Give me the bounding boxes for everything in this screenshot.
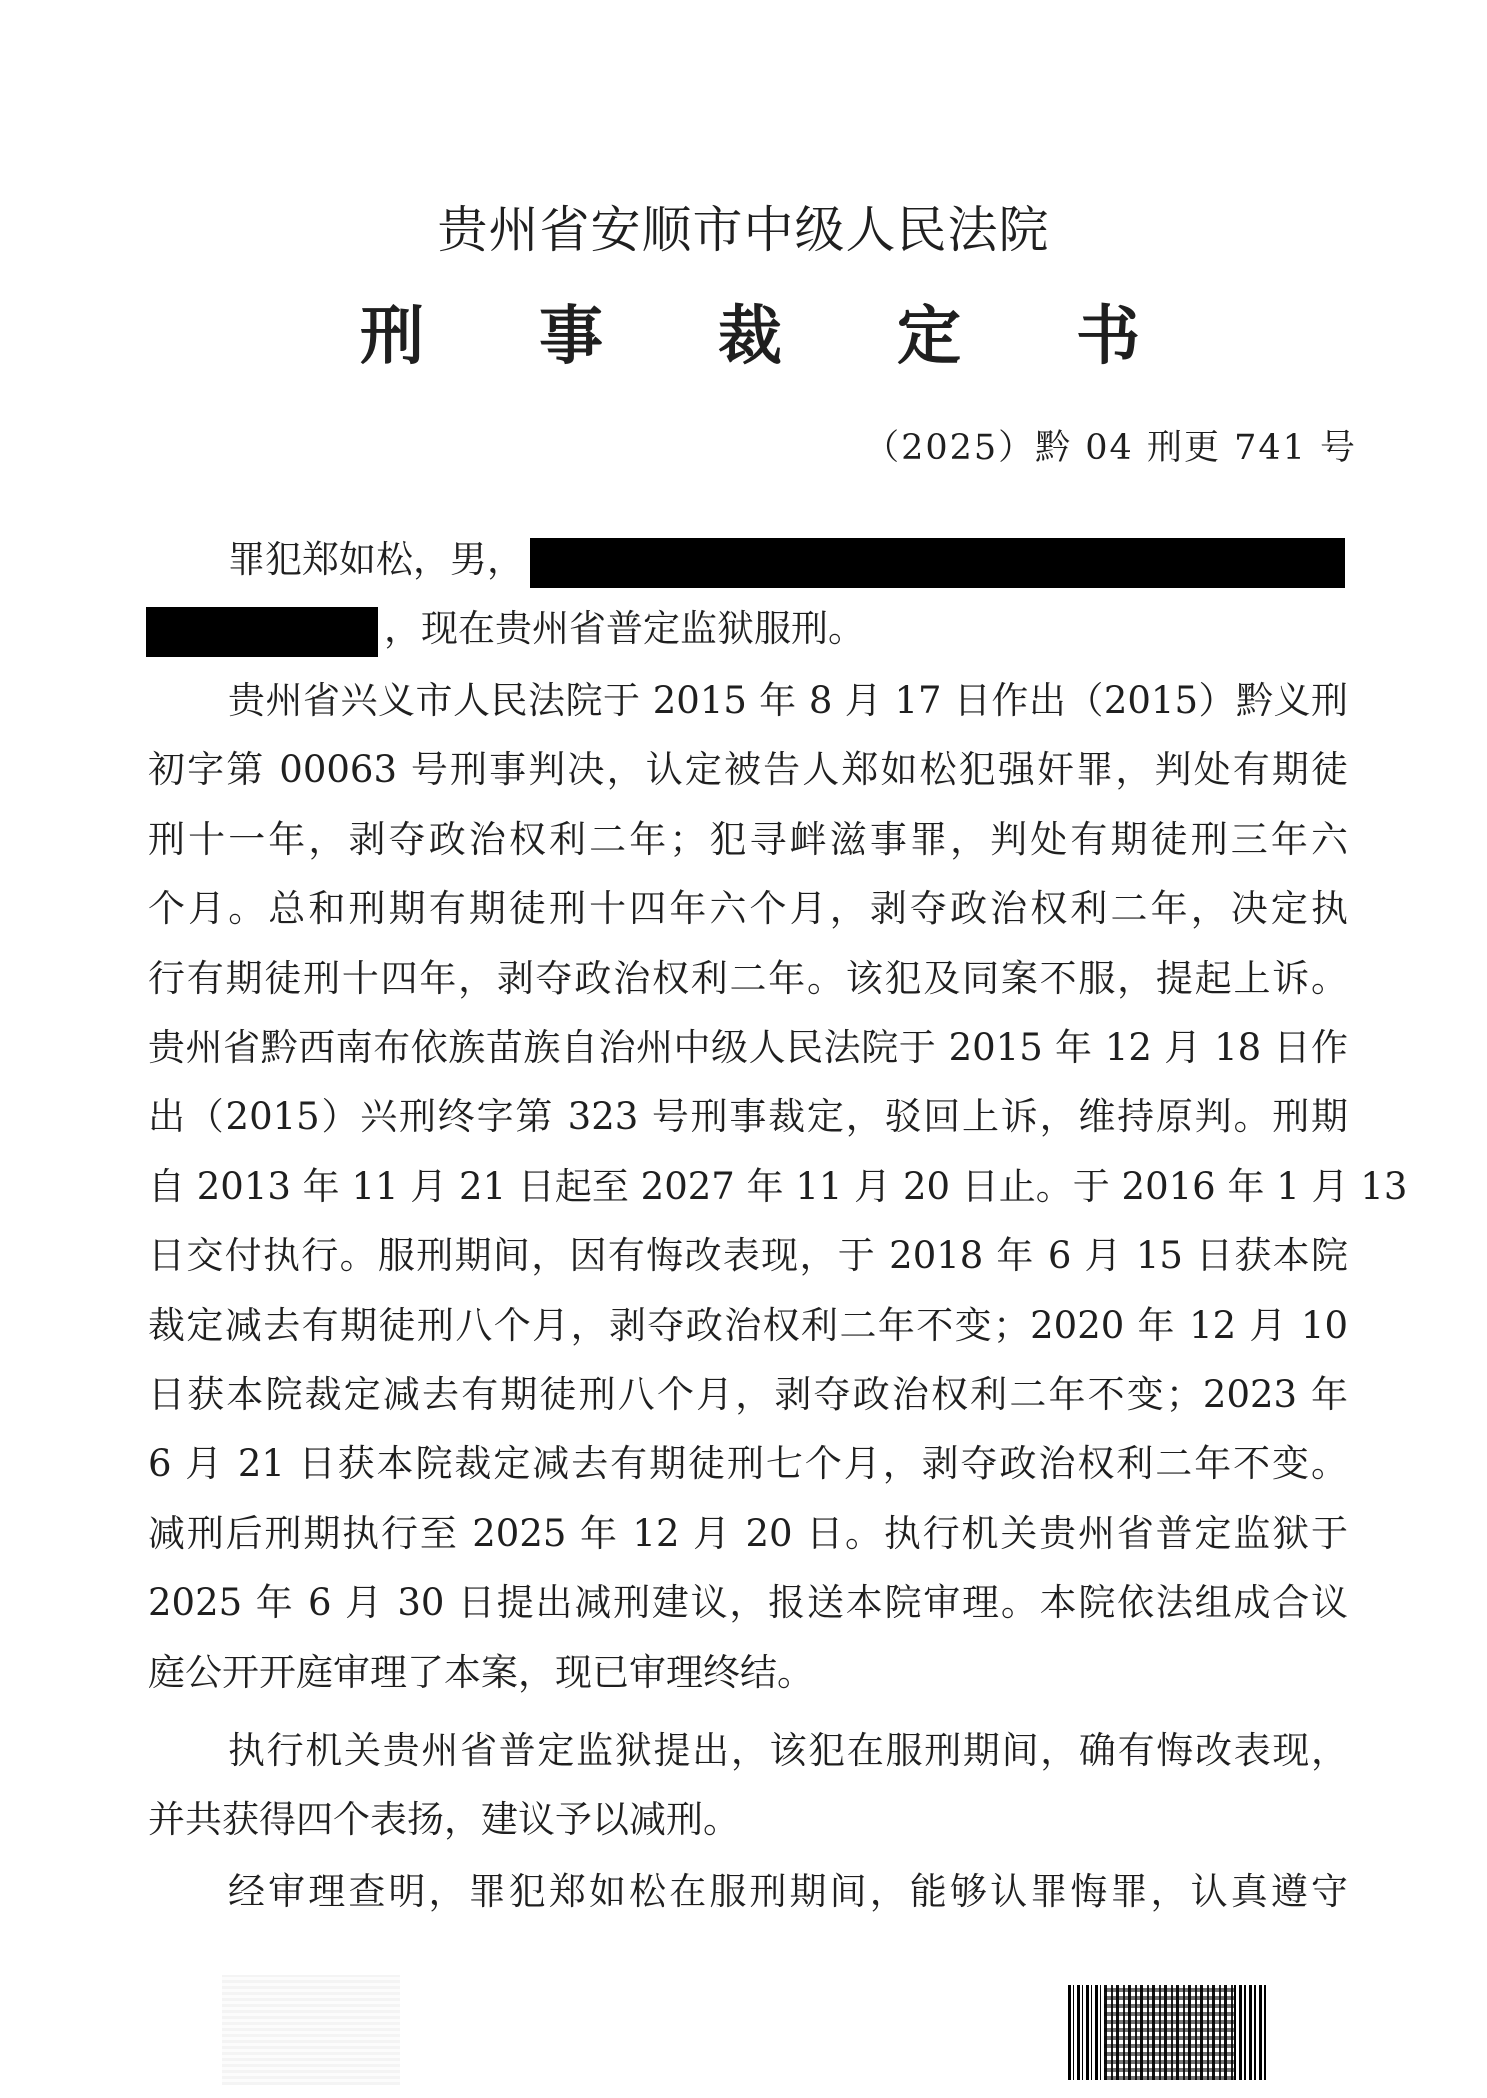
findings-paragraph	[148, 1857, 1348, 1926]
paragraph-line: 刑十一年，剥夺政治权利二年；犯寻衅滋事罪，判处有期徒刑三年六	[148, 817, 1348, 861]
paragraph-line: 裁定减去有期徒刑八个月，剥夺政治权利二年不变；2020 年 12 月 10	[148, 1303, 1348, 1347]
redaction-block	[530, 538, 1345, 588]
recommendation-paragraph	[148, 1716, 1348, 1855]
paragraph-line: 2025 年 6 月 30 日提出减刑建议，报送本院审理。本院依法组成合议	[148, 1581, 1348, 1625]
document-title	[360, 285, 1140, 377]
paragraph-line: 个月。总和刑期有期徒刑十四年六个月，剥夺政治权利二年，决定执	[148, 887, 1348, 931]
court-name: 贵州省安顺市中级人民法院	[437, 201, 1050, 259]
title-char: 刑	[360, 299, 424, 374]
paragraph-line: 自 2013 年 11 月 21 日起至 2027 年 11 月 20 日止。于 2016 年 1 月 13	[148, 1164, 1408, 1208]
title-char: 书	[1076, 299, 1140, 374]
paragraph-line: 庭公开开庭审理了本案，现已审理终结。	[148, 1650, 814, 1694]
defendant-intro: 罪犯郑如松，男，	[228, 538, 524, 581]
barcode-stripes	[1068, 1985, 1104, 2080]
paragraph-line: 减刑后刑期执行至 2025 年 12 月 20 日。执行机关贵州省普定监狱于	[148, 1511, 1348, 1555]
paragraph-line: 初字第 00063 号刑事判决，认定被告人郑如松犯强奸罪，判处有期徒	[148, 748, 1348, 792]
paragraph-line: 6 月 21 日获本院裁定减去有期徒刑七个月，剥夺政治权利二年不变。	[148, 1442, 1348, 1486]
case-number: （2025）黔 04 刑更 741 号	[864, 428, 1357, 468]
faint-seal-mark	[222, 1975, 400, 2085]
qr-code	[1104, 1985, 1234, 2080]
redaction-block	[146, 607, 378, 657]
barcode-stripes	[1234, 1985, 1268, 2080]
paragraph-line: 出（2015）兴刑终字第 323 号刑事裁定，驳回上诉，维持原判。刑期	[148, 1095, 1348, 1139]
defendant-location: ，现在贵州省普定监狱服刑。	[384, 607, 865, 651]
paragraph-line: 并共获得四个表扬，建议予以减刑。	[148, 1798, 740, 1842]
title-char: 事	[539, 299, 603, 374]
paragraph-line: 日交付执行。服刑期间，因有悔改表现，于 2018 年 6 月 15 日获本院	[148, 1234, 1348, 1278]
document-barcode	[1068, 1985, 1268, 2080]
title-char: 定	[897, 299, 961, 374]
title-char: 裁	[718, 299, 782, 374]
paragraph-line: 行有期徒刑十四年，剥夺政治权利二年。该犯及同案不服，提起上诉。	[148, 956, 1348, 1000]
case-history-paragraph	[148, 666, 1408, 1707]
paragraph-line: 执行机关贵州省普定监狱提出，该犯在服刑期间，确有悔改表现，	[228, 1729, 1348, 1772]
paragraph-line: 经审理查明，罪犯郑如松在服刑期间，能够认罪悔罪，认真遵守	[228, 1870, 1348, 1913]
paragraph-line: 贵州省兴义市人民法院于 2015 年 8 月 17 日作出（2015）黔义刑	[228, 679, 1348, 722]
paragraph-line: 日获本院裁定减去有期徒刑八个月，剥夺政治权利二年不变；2023 年	[148, 1373, 1348, 1417]
paragraph-line	[148, 525, 1348, 594]
defendant-paragraph	[148, 525, 1348, 664]
paragraph-line: 贵州省黔西南布依族苗族自治州中级人民法院于 2015 年 12 月 18 日作	[148, 1026, 1348, 1070]
paragraph-line	[146, 594, 1348, 663]
